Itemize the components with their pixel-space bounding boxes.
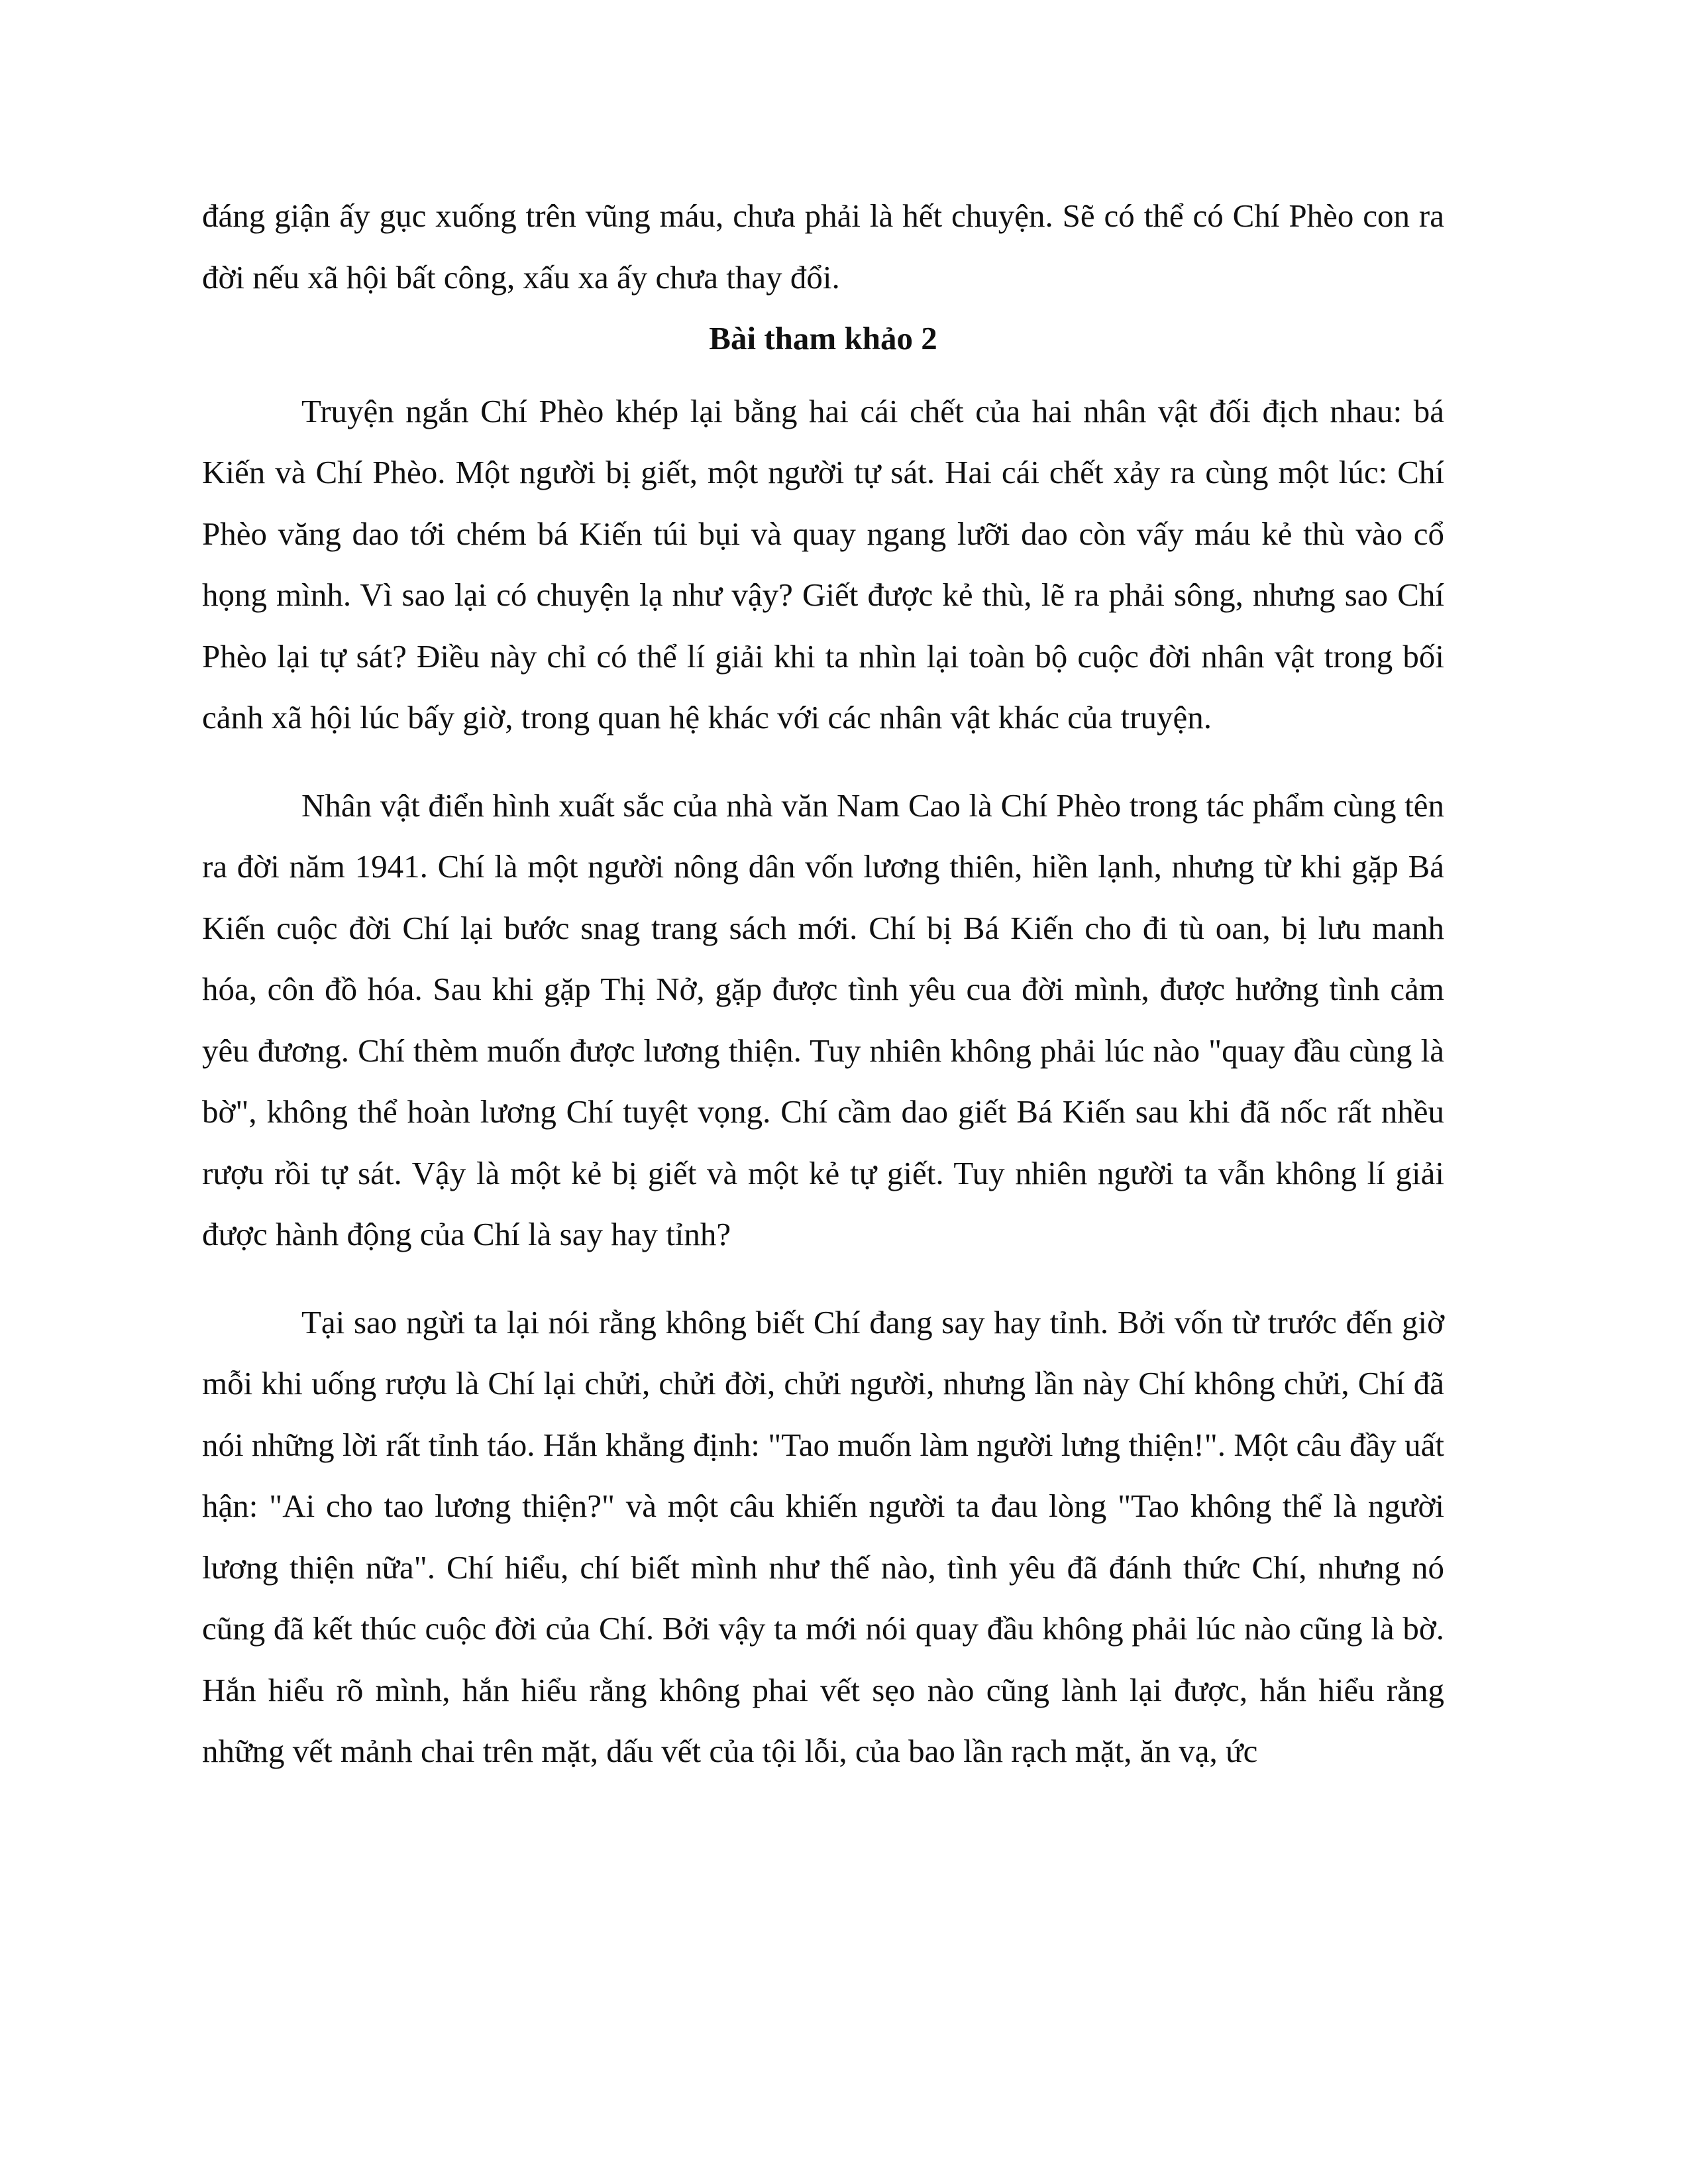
intro-paragraph: đáng giận ấy gục xuống trên vũng máu, chưa phải là hết chuyện. Sẽ có thể có Chí Phèo con ra đời nếu xã hội bất công, xấu xa ấy chưa thay đổi. <box>202 197 1444 296</box>
paragraph-1: Truyện ngắn Chí Phèo khép lại bằng hai cái chết của hai nhân vật đối địch nhau: bá Kiến và Chí Phèo. Một người bị giết, một người tự sát. Hai cái chết xảy ra cùng một lúc: Chí Phèo văng dao tới chém bá Kiến túi bụi và quay ngang lưỡi dao còn vấy máu kẻ thù vào cổ họng mình. Vì sao lại có chuyện lạ như vậy? Giết được kẻ thù, lẽ ra phải sông, nhưng sao Chí Phèo lại tự sát? Điều này chỉ có thể lí giải khi ta nhìn lại toàn bộ cuộc đời nhân vật trong bối cảnh xã hội lúc bấy giờ, trong quan hệ khác với các nhân vật khác của truyện. <box>202 392 1444 736</box>
document-body <box>202 186 1444 1809</box>
paragraph-2: Nhân vật điển hình xuất sắc của nhà văn Nam Cao là Chí Phèo trong tác phẩm cùng tên ra đời năm 1941. Chí là một người nông dân vốn lương thiên, hiền lạnh, nhưng từ khi gặp Bá Kiến cuộc đời Chí lại bước snag trang sách mới. Chí bị Bá Kiến cho đi tù oan, bị lưu manh hóa, côn đồ hóa. Sau khi gặp Thị Nở, gặp được tình yêu cua đời mình, được hưởng tình cảm yêu đương. Chí thèm muốn được lương thiện. Tuy nhiên không phải lúc nào "quay đầu cùng là bờ", không thể hoàn lương Chí tuyệt vọng. Chí cầm dao giết Bá Kiến sau khi đã nốc rất nhều rượu rồi tự sát. Vậy là một kẻ bị giết và một kẻ tự giết. Tuy nhiên người ta vẫn không lí giải được hành động của Chí là say hay tỉnh? <box>202 787 1444 1252</box>
section-heading: Bài tham khảo 2 <box>709 320 937 356</box>
paragraph-3: Tại sao ngừi ta lại nói rằng không biết Chí đang say hay tỉnh. Bởi vốn từ trước đến giờ mỗi khi uống rượu là Chí lại chửi, chửi đời, chửi người, nhưng lần này Chí không chửi, Chí đã nói những lời rất tỉnh táo. Hắn khẳng định: "Tao muốn làm người lưng thiện!". Một câu đầy uất hận: "Ai cho tao lương thiện?" và một câu khiến người ta đau lòng "Tao không thể là người lương thiện nữa". Chí hiểu, chí biết mình như thế nào, tình yêu đã đánh thức Chí, nhưng nó cũng đã kết thúc cuộc đời của Chí. Bởi vậy ta mới nói quay đầu không phải lúc nào cũng là bờ. Hắn hiểu rõ mình, hắn hiểu rằng không phai vết sẹo nào cũng lành lại được, hắn hiểu rằng những vết mảnh chai trên mặt, dấu vết của tội lỗi, của bao lần rạch mặt, ăn vạ, ức <box>202 1303 1444 1769</box>
